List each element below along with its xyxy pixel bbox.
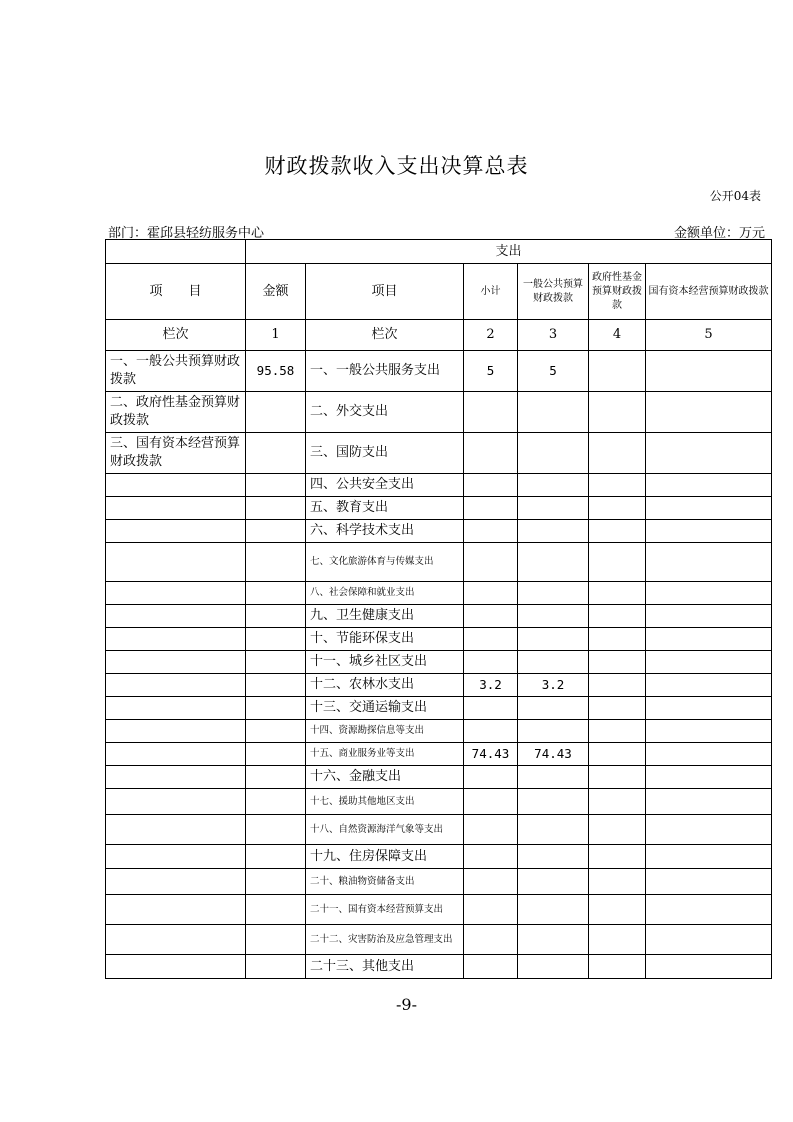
index-cell: 4 (589, 320, 646, 351)
income-amount (246, 743, 306, 766)
subtotal-value (464, 392, 518, 433)
gov-fund-value (589, 351, 646, 392)
header-expenditure: 支出 (246, 240, 772, 264)
subtotal-value (464, 497, 518, 520)
state-capital-value (646, 815, 772, 845)
table-row (106, 766, 772, 789)
general-budget-value (518, 789, 589, 815)
header-row-2 (106, 264, 772, 320)
subtotal-value (464, 720, 518, 743)
amount-unit-label: 金额单位：万元 (673, 226, 765, 241)
income-amount (246, 697, 306, 720)
gov-fund-value (589, 869, 646, 895)
expenditure-item: 十七、援助其他地区支出 (306, 789, 464, 815)
income-item: 一、一般公共预算财政拨款 (106, 351, 246, 392)
expenditure-item: 十五、商业服务业等支出 (306, 743, 464, 766)
header-general-budget: 一般公共预算财政拨款 (518, 264, 589, 320)
gov-fund-value (589, 743, 646, 766)
income-item (106, 520, 246, 543)
table-row (106, 582, 772, 605)
state-capital-value (646, 520, 772, 543)
income-amount (246, 433, 306, 474)
income-item (106, 605, 246, 628)
table-row (106, 697, 772, 720)
income-amount (246, 720, 306, 743)
gov-fund-value (589, 674, 646, 697)
income-item (106, 869, 246, 895)
page-title: 财政拨款收入支出决算总表 (264, 154, 529, 178)
income-amount (246, 815, 306, 845)
table-row (106, 869, 772, 895)
general-budget-value (518, 605, 589, 628)
gov-fund-value (589, 392, 646, 433)
general-budget-value (518, 474, 589, 497)
expenditure-item: 十二、农林水支出 (306, 674, 464, 697)
state-capital-value (646, 845, 772, 869)
state-capital-value (646, 497, 772, 520)
table-row (106, 543, 772, 582)
income-item (106, 497, 246, 520)
subtotal-value (464, 766, 518, 789)
general-budget-value: 5 (518, 351, 589, 392)
state-capital-value (646, 789, 772, 815)
income-item (106, 543, 246, 582)
subtotal-value (464, 815, 518, 845)
index-cell: 栏次 (106, 320, 246, 351)
state-capital-value (646, 351, 772, 392)
gov-fund-value (589, 845, 646, 869)
state-capital-value (646, 766, 772, 789)
general-budget-value (518, 651, 589, 674)
income-amount (246, 520, 306, 543)
gov-fund-value (589, 925, 646, 955)
income-amount (246, 582, 306, 605)
state-capital-value (646, 925, 772, 955)
expenditure-item: 三、国防支出 (306, 433, 464, 474)
income-amount (246, 628, 306, 651)
income-item (106, 582, 246, 605)
table-row (106, 433, 772, 474)
expenditure-item: 八、社会保障和就业支出 (306, 582, 464, 605)
state-capital-value (646, 392, 772, 433)
expenditure-item: 十六、金融支出 (306, 766, 464, 789)
income-item (106, 955, 246, 979)
table-row (106, 392, 772, 433)
table-row (106, 955, 772, 979)
index-cell: 3 (518, 320, 589, 351)
index-cell: 1 (246, 320, 306, 351)
gov-fund-value (589, 766, 646, 789)
income-item (106, 925, 246, 955)
expenditure-item: 一、一般公共服务支出 (306, 351, 464, 392)
table-row (106, 925, 772, 955)
subtotal-value (464, 582, 518, 605)
table-row (106, 474, 772, 497)
state-capital-value (646, 720, 772, 743)
income-amount (246, 497, 306, 520)
subtotal-value (464, 697, 518, 720)
income-amount (246, 766, 306, 789)
subtotal-value (464, 605, 518, 628)
state-capital-value (646, 628, 772, 651)
income-amount (246, 674, 306, 697)
expenditure-item: 二十、粮油物资储备支出 (306, 869, 464, 895)
budget-table (105, 239, 772, 979)
table-row (106, 743, 772, 766)
general-budget-value (518, 497, 589, 520)
header-amount: 金额 (246, 264, 306, 320)
general-budget-value (518, 520, 589, 543)
expenditure-item: 十八、自然资源海洋气象等支出 (306, 815, 464, 845)
state-capital-value (646, 674, 772, 697)
subtotal-value: 5 (464, 351, 518, 392)
gov-fund-value (589, 433, 646, 474)
general-budget-value (518, 628, 589, 651)
expenditure-item: 二十三、其他支出 (306, 955, 464, 979)
gov-fund-value (589, 628, 646, 651)
income-item: 二、政府性基金预算财政拨款 (106, 392, 246, 433)
page-number: -9- (396, 995, 417, 1014)
income-item (106, 674, 246, 697)
index-cell: 5 (646, 320, 772, 351)
table-row (106, 674, 772, 697)
gov-fund-value (589, 605, 646, 628)
gov-fund-value (589, 651, 646, 674)
index-cell: 2 (464, 320, 518, 351)
index-cell: 栏次 (306, 320, 464, 351)
state-capital-value (646, 651, 772, 674)
general-budget-value: 74.43 (518, 743, 589, 766)
expenditure-item: 十三、交通运输支出 (306, 697, 464, 720)
income-amount (246, 651, 306, 674)
gov-fund-value (589, 697, 646, 720)
gov-fund-value (589, 955, 646, 979)
subtotal-value (464, 955, 518, 979)
income-amount (246, 392, 306, 433)
gov-fund-value (589, 543, 646, 582)
subtotal-value (464, 925, 518, 955)
subtotal-value (464, 543, 518, 582)
expenditure-item: 十九、住房保障支出 (306, 845, 464, 869)
state-capital-value (646, 543, 772, 582)
table-row (106, 720, 772, 743)
gov-fund-value (589, 520, 646, 543)
general-budget-value: 3.2 (518, 674, 589, 697)
income-amount (246, 895, 306, 925)
general-budget-value (518, 720, 589, 743)
gov-fund-value (589, 789, 646, 815)
gov-fund-value (589, 582, 646, 605)
expenditure-item: 二、外交支出 (306, 392, 464, 433)
subtotal-value: 3.2 (464, 674, 518, 697)
state-capital-value (646, 582, 772, 605)
gov-fund-value (589, 474, 646, 497)
income-item: 三、国有资本经营预算财政拨款 (106, 433, 246, 474)
general-budget-value (518, 845, 589, 869)
income-amount (246, 543, 306, 582)
general-budget-value (518, 815, 589, 845)
income-item (106, 815, 246, 845)
income-amount (246, 845, 306, 869)
expenditure-item: 四、公共安全支出 (306, 474, 464, 497)
state-capital-value (646, 895, 772, 925)
expenditure-item: 六、科学技术支出 (306, 520, 464, 543)
income-amount (246, 869, 306, 895)
expenditure-item: 九、卫生健康支出 (306, 605, 464, 628)
general-budget-value (518, 955, 589, 979)
income-amount (246, 474, 306, 497)
state-capital-value (646, 743, 772, 766)
table-number: 公开04表 (709, 189, 761, 203)
subtotal-value (464, 520, 518, 543)
subtotal-value (464, 628, 518, 651)
gov-fund-value (589, 720, 646, 743)
expenditure-item: 十四、资源勘探信息等支出 (306, 720, 464, 743)
subtotal-value (464, 895, 518, 925)
general-budget-value (518, 543, 589, 582)
state-capital-value (646, 697, 772, 720)
general-budget-value (518, 582, 589, 605)
subtotal-value (464, 433, 518, 474)
income-item (106, 697, 246, 720)
subtotal-value: 74.43 (464, 743, 518, 766)
gov-fund-value (589, 497, 646, 520)
expenditure-item: 七、文化旅游体育与传媒支出 (306, 543, 464, 582)
income-item (106, 766, 246, 789)
general-budget-value (518, 895, 589, 925)
income-amount (246, 789, 306, 815)
table-row (106, 520, 772, 543)
header-item-left: 项 目 (106, 264, 246, 320)
state-capital-value (646, 605, 772, 628)
income-item (106, 474, 246, 497)
income-item (106, 895, 246, 925)
table-row (106, 845, 772, 869)
gov-fund-value (589, 895, 646, 925)
department-label: 部门：霍邱县轻纺服务中心 (108, 226, 265, 241)
header-row-1 (106, 240, 772, 264)
subtotal-value (464, 651, 518, 674)
general-budget-value (518, 925, 589, 955)
income-item (106, 720, 246, 743)
expenditure-item: 二十一、国有资本经营预算支出 (306, 895, 464, 925)
expenditure-item: 五、教育支出 (306, 497, 464, 520)
table-row (106, 605, 772, 628)
income-amount (246, 955, 306, 979)
table-row (106, 895, 772, 925)
state-capital-value (646, 869, 772, 895)
header-blank (106, 240, 246, 264)
income-item (106, 651, 246, 674)
header-subtotal: 小计 (464, 264, 518, 320)
general-budget-value (518, 766, 589, 789)
table-row (106, 628, 772, 651)
expenditure-item: 二十二、灾害防治及应急管理支出 (306, 925, 464, 955)
index-row (106, 320, 772, 351)
income-amount (246, 925, 306, 955)
table-row (106, 497, 772, 520)
subtotal-value (464, 845, 518, 869)
header-gov-fund: 政府性基金预算财政拨款 (589, 264, 646, 320)
table-row (106, 815, 772, 845)
gov-fund-value (589, 815, 646, 845)
table-row (106, 351, 772, 392)
state-capital-value (646, 955, 772, 979)
header-item-right: 项目 (306, 264, 464, 320)
income-amount (246, 605, 306, 628)
table-row (106, 651, 772, 674)
income-amount: 95.58 (246, 351, 306, 392)
subtotal-value (464, 869, 518, 895)
general-budget-value (518, 433, 589, 474)
general-budget-value (518, 392, 589, 433)
subtotal-value (464, 474, 518, 497)
general-budget-value (518, 869, 589, 895)
subtotal-value (464, 789, 518, 815)
expenditure-item: 十一、城乡社区支出 (306, 651, 464, 674)
expenditure-item: 十、节能环保支出 (306, 628, 464, 651)
state-capital-value (646, 474, 772, 497)
table-row (106, 789, 772, 815)
income-item (106, 845, 246, 869)
income-item (106, 789, 246, 815)
state-capital-value (646, 433, 772, 474)
general-budget-value (518, 697, 589, 720)
header-state-capital: 国有资本经营预算财政拨款 (646, 264, 772, 320)
income-item (106, 743, 246, 766)
income-item (106, 628, 246, 651)
